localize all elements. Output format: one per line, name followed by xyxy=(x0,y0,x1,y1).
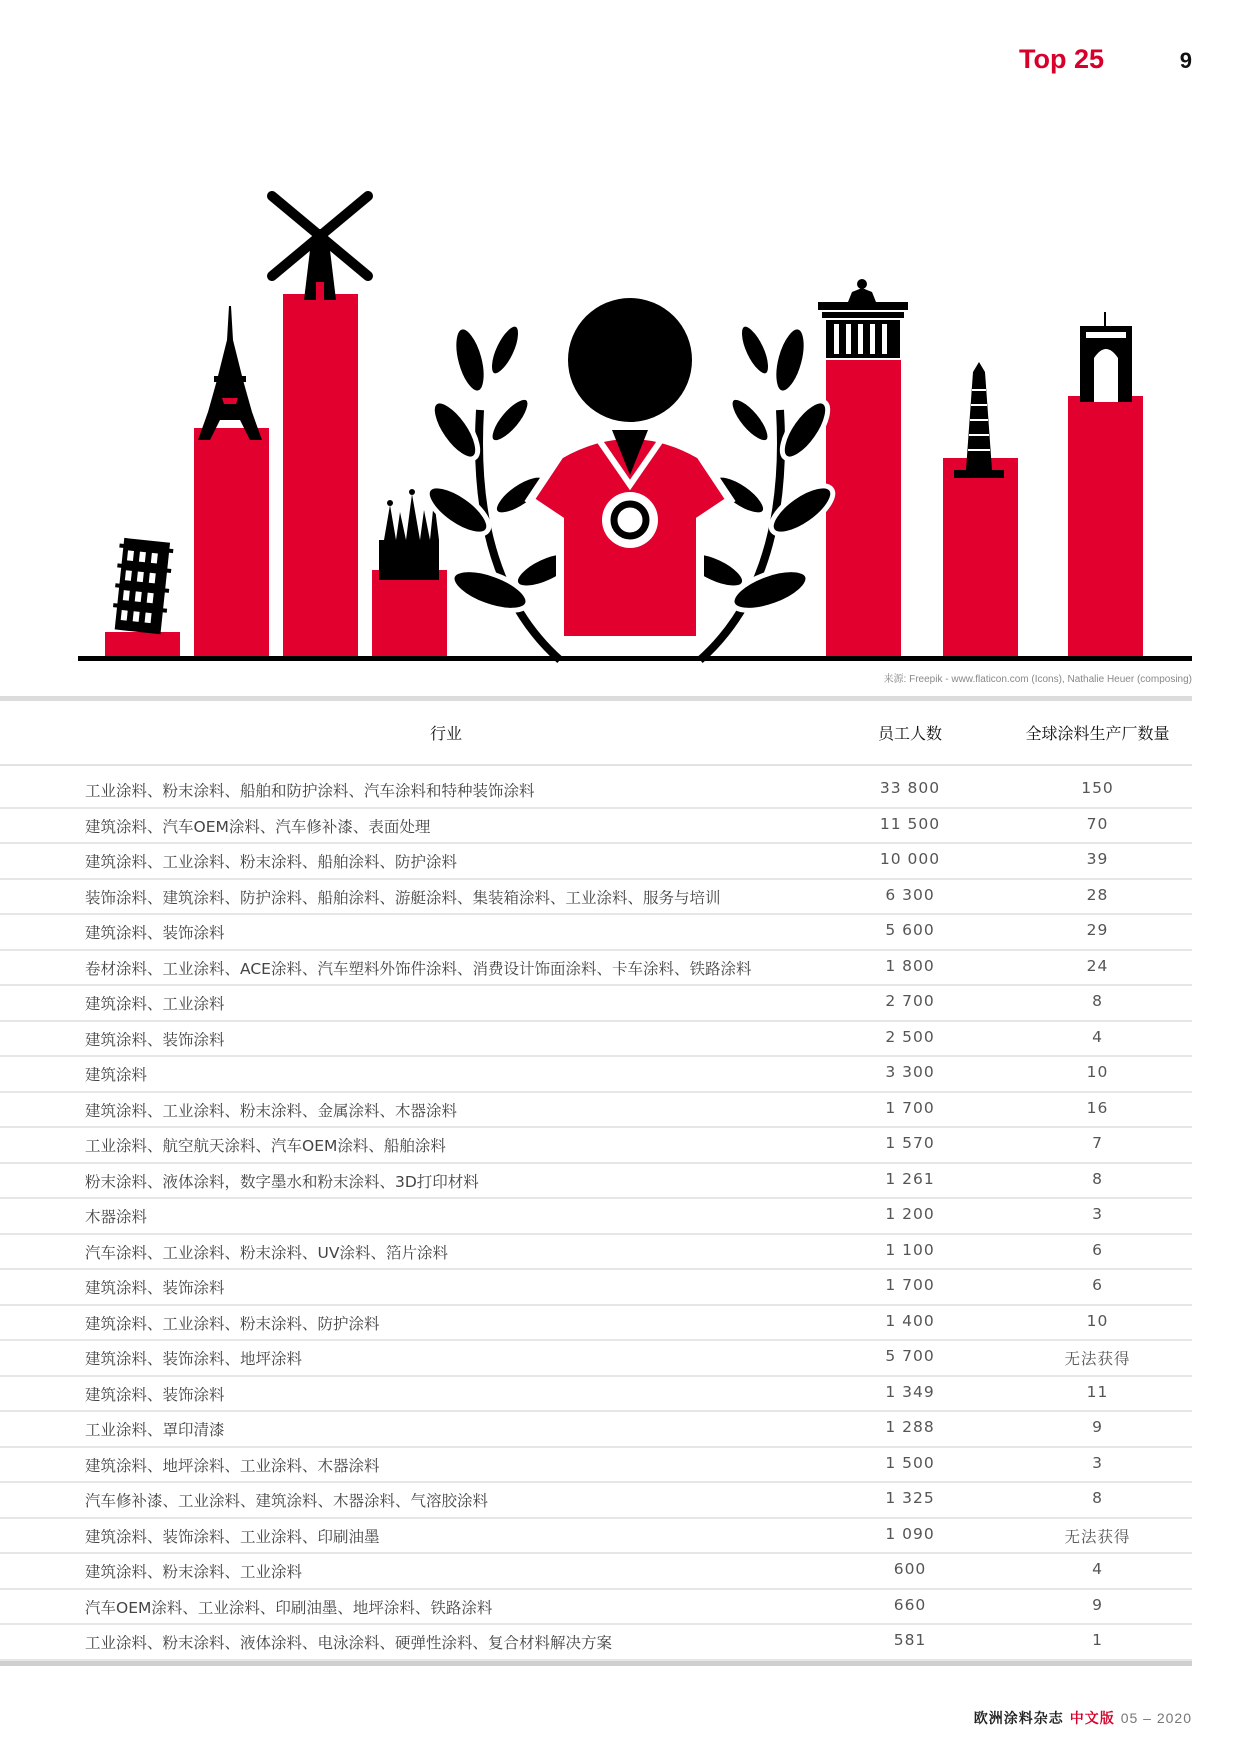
employees-cell: 1 325 xyxy=(885,1489,935,1507)
podium-bar xyxy=(105,632,180,658)
industry-cell: 工业涂料、粉末涂料、船舶和防护涂料、汽车涂料和特种装饰涂料 xyxy=(85,782,535,800)
employees-cell: 1 349 xyxy=(885,1382,935,1401)
industry-cell: 工业涂料、罩印清漆 xyxy=(85,1421,225,1439)
employees-cell: 1 261 xyxy=(885,1169,935,1188)
plants-cell: 4 xyxy=(1092,1560,1103,1578)
industry-cell: 建筑涂料、工业涂料、粉末涂料、金属涂料、木器涂料 xyxy=(85,1101,458,1120)
issue-label: 05 – 2020 xyxy=(1120,1710,1192,1726)
plants-cell: 1 xyxy=(1092,1631,1103,1649)
plants-cell: 无法获得 xyxy=(1064,1350,1131,1368)
employees-cell: 1 800 xyxy=(885,956,935,975)
table-bottom-rule xyxy=(0,1661,1192,1666)
industry-cell: 建筑涂料 xyxy=(85,1066,148,1084)
podium-bar xyxy=(826,360,901,658)
plants-cell: 9 xyxy=(1092,1418,1103,1436)
industry-cell: 木器涂料 xyxy=(85,1208,148,1226)
industry-cell: 建筑涂料、工业涂料、粉末涂料、船舶涂料、防护涂料 xyxy=(85,853,458,871)
employees-cell: 1 700 xyxy=(885,1098,935,1117)
employees-cell: 600 xyxy=(893,1560,927,1578)
employees-cell: 1 500 xyxy=(885,1453,935,1472)
podium-bar xyxy=(194,428,269,658)
image-credit: 来源: Freepik - www.flaticon.com (Icons), Nathalie Heuer (composing) xyxy=(883,674,1192,685)
employees-cell: 660 xyxy=(893,1595,927,1614)
industry-cell: 建筑涂料、装饰涂料 xyxy=(85,1030,225,1049)
plants-cell: 28 xyxy=(1086,885,1109,904)
plants-cell: 4 xyxy=(1092,1027,1103,1046)
industry-cell: 建筑涂料、工业涂料、粉末涂料、防护涂料 xyxy=(85,1314,380,1333)
column-header-industry: 行业 xyxy=(430,724,463,743)
table-row xyxy=(0,1554,1192,1590)
table-row xyxy=(0,1306,1192,1342)
employees-cell: 1 288 xyxy=(885,1418,935,1436)
skyline-illustration xyxy=(0,0,1240,690)
plants-cell: 16 xyxy=(1086,1098,1109,1117)
employees-cell: 3 300 xyxy=(885,1063,935,1081)
table-header xyxy=(0,701,1192,766)
table-row xyxy=(0,1164,1192,1200)
table-row xyxy=(0,1199,1192,1235)
industry-cell: 粉末涂料、液体涂料，数字墨水和粉末涂料、3D打印材料 xyxy=(85,1172,479,1191)
employees-cell: 581 xyxy=(893,1631,927,1649)
table-row xyxy=(0,1341,1192,1377)
company-table xyxy=(0,696,1192,1666)
table-row xyxy=(0,773,1192,809)
podium-bar xyxy=(1068,396,1143,658)
table-row xyxy=(0,1519,1192,1555)
plants-cell: 29 xyxy=(1086,921,1109,939)
industry-cell: 装饰涂料、建筑涂料、防护涂料、船舶涂料、游艇涂料、集装箱涂料、工业涂料、服务与培训 xyxy=(85,888,721,907)
plants-cell: 8 xyxy=(1092,1169,1103,1188)
plants-cell: 8 xyxy=(1092,1489,1103,1507)
ground-line xyxy=(78,656,1192,661)
table-row xyxy=(0,1377,1192,1413)
employees-cell: 33 800 xyxy=(879,779,941,797)
employees-cell: 1 200 xyxy=(885,1205,935,1223)
table-row xyxy=(0,1022,1192,1058)
plants-cell: 8 xyxy=(1092,992,1103,1010)
industry-cell: 建筑涂料、装饰涂料 xyxy=(85,924,225,942)
table-row xyxy=(0,880,1192,916)
plants-cell: 6 xyxy=(1092,1240,1103,1259)
plants-cell: 无法获得 xyxy=(1064,1527,1131,1546)
column-header-employees: 员工人数 xyxy=(877,724,942,743)
table-row xyxy=(0,1483,1192,1519)
industry-cell: 建筑涂料、汽车OEM涂料、汽车修补漆、表面处理 xyxy=(85,817,431,836)
employees-cell: 11 500 xyxy=(879,814,941,833)
plants-cell: 9 xyxy=(1092,1595,1103,1614)
table-row xyxy=(0,1625,1192,1661)
employees-cell: 10 000 xyxy=(879,850,941,868)
table-row xyxy=(0,844,1192,880)
table-row xyxy=(0,1412,1192,1448)
industry-cell: 建筑涂料、工业涂料 xyxy=(85,995,225,1013)
table-row xyxy=(0,951,1192,987)
page-footer xyxy=(974,1708,1192,1728)
table-body xyxy=(0,773,1192,1661)
winner-medal-icon xyxy=(530,298,730,640)
industry-cell: 汽车OEM涂料、工业涂料、印刷油墨、地坪涂料、铁路涂料 xyxy=(85,1598,493,1617)
magazine-name: 欧洲涂料杂志 xyxy=(973,1711,1064,1727)
industry-cell: 工业涂料、粉末涂料、液体涂料、电泳涂料、硬弹性涂料、复合材料解决方案 xyxy=(85,1634,613,1652)
employees-cell: 1 400 xyxy=(885,1311,935,1330)
table-row xyxy=(0,915,1192,951)
industry-cell: 汽车涂料、工业涂料、粉末涂料、UV涂料、箔片涂料 xyxy=(85,1243,448,1262)
table-row xyxy=(0,1448,1192,1484)
employees-cell: 6 300 xyxy=(885,885,935,904)
podium-bar xyxy=(283,294,358,658)
column-header-plants: 全球涂料生产厂数量 xyxy=(1025,724,1170,743)
industry-cell: 汽车修补漆、工业涂料、建筑涂料、木器涂料、气溶胶涂料 xyxy=(85,1492,489,1510)
industry-cell: 工业涂料、航空航天涂料、汽车OEM涂料、船舶涂料 xyxy=(85,1137,446,1155)
plants-cell: 24 xyxy=(1086,956,1109,975)
industry-cell: 建筑涂料、装饰涂料、地坪涂料 xyxy=(85,1350,303,1368)
podium-bar xyxy=(943,458,1018,658)
table-row xyxy=(0,1057,1192,1093)
table-row xyxy=(0,1270,1192,1306)
plants-cell: 150 xyxy=(1081,779,1114,797)
table-row xyxy=(0,1128,1192,1164)
plants-cell: 10 xyxy=(1086,1311,1109,1330)
brandenburg-gate-icon xyxy=(818,279,908,358)
section-title: Top 25 xyxy=(1018,44,1104,74)
plants-cell: 10 xyxy=(1086,1063,1109,1081)
employees-cell: 5 600 xyxy=(885,921,935,939)
industry-cell: 建筑涂料、地坪涂料、工业涂料、木器涂料 xyxy=(85,1456,380,1475)
eiffel-tower-icon xyxy=(198,306,262,440)
table-row xyxy=(0,986,1192,1022)
leaning-tower-of-pisa-icon xyxy=(111,538,174,635)
industry-cell: 建筑涂料、粉末涂料、工业涂料 xyxy=(85,1563,303,1581)
plants-cell: 11 xyxy=(1086,1382,1109,1401)
industry-cell: 建筑涂料、装饰涂料 xyxy=(85,1279,225,1297)
industry-cell: 建筑涂料、装饰涂料 xyxy=(85,1385,225,1404)
industry-cell: 卷材涂料、工业涂料、ACE涂料、汽车塑料外饰件涂料、消费设计饰面涂料、卡车涂料、铁路涂料 xyxy=(85,959,752,978)
windmill-icon xyxy=(272,196,368,300)
plants-cell: 7 xyxy=(1092,1134,1103,1152)
plants-cell: 6 xyxy=(1092,1276,1103,1294)
page-number: 9 xyxy=(1179,48,1192,73)
employees-cell: 1 090 xyxy=(885,1524,935,1543)
employees-cell: 2 700 xyxy=(885,992,935,1010)
table-row xyxy=(0,1093,1192,1129)
table-row xyxy=(0,1590,1192,1626)
plants-cell: 3 xyxy=(1092,1453,1103,1472)
plants-cell: 39 xyxy=(1086,850,1109,868)
employees-cell: 1 100 xyxy=(885,1240,935,1259)
industry-cell: 建筑涂料、装饰涂料、工业涂料、印刷油墨 xyxy=(85,1527,380,1546)
employees-cell: 5 700 xyxy=(885,1347,935,1365)
podium-bar xyxy=(372,570,447,658)
employees-cell: 2 500 xyxy=(885,1027,935,1046)
tower-icon xyxy=(1080,312,1132,402)
plants-cell: 70 xyxy=(1086,814,1109,833)
edition-label: 中文版 xyxy=(1069,1711,1115,1727)
employees-cell: 1 700 xyxy=(885,1276,935,1294)
table-row xyxy=(0,809,1192,845)
table-row xyxy=(0,1235,1192,1271)
plants-cell: 3 xyxy=(1092,1205,1103,1223)
employees-cell: 1 570 xyxy=(885,1134,935,1152)
